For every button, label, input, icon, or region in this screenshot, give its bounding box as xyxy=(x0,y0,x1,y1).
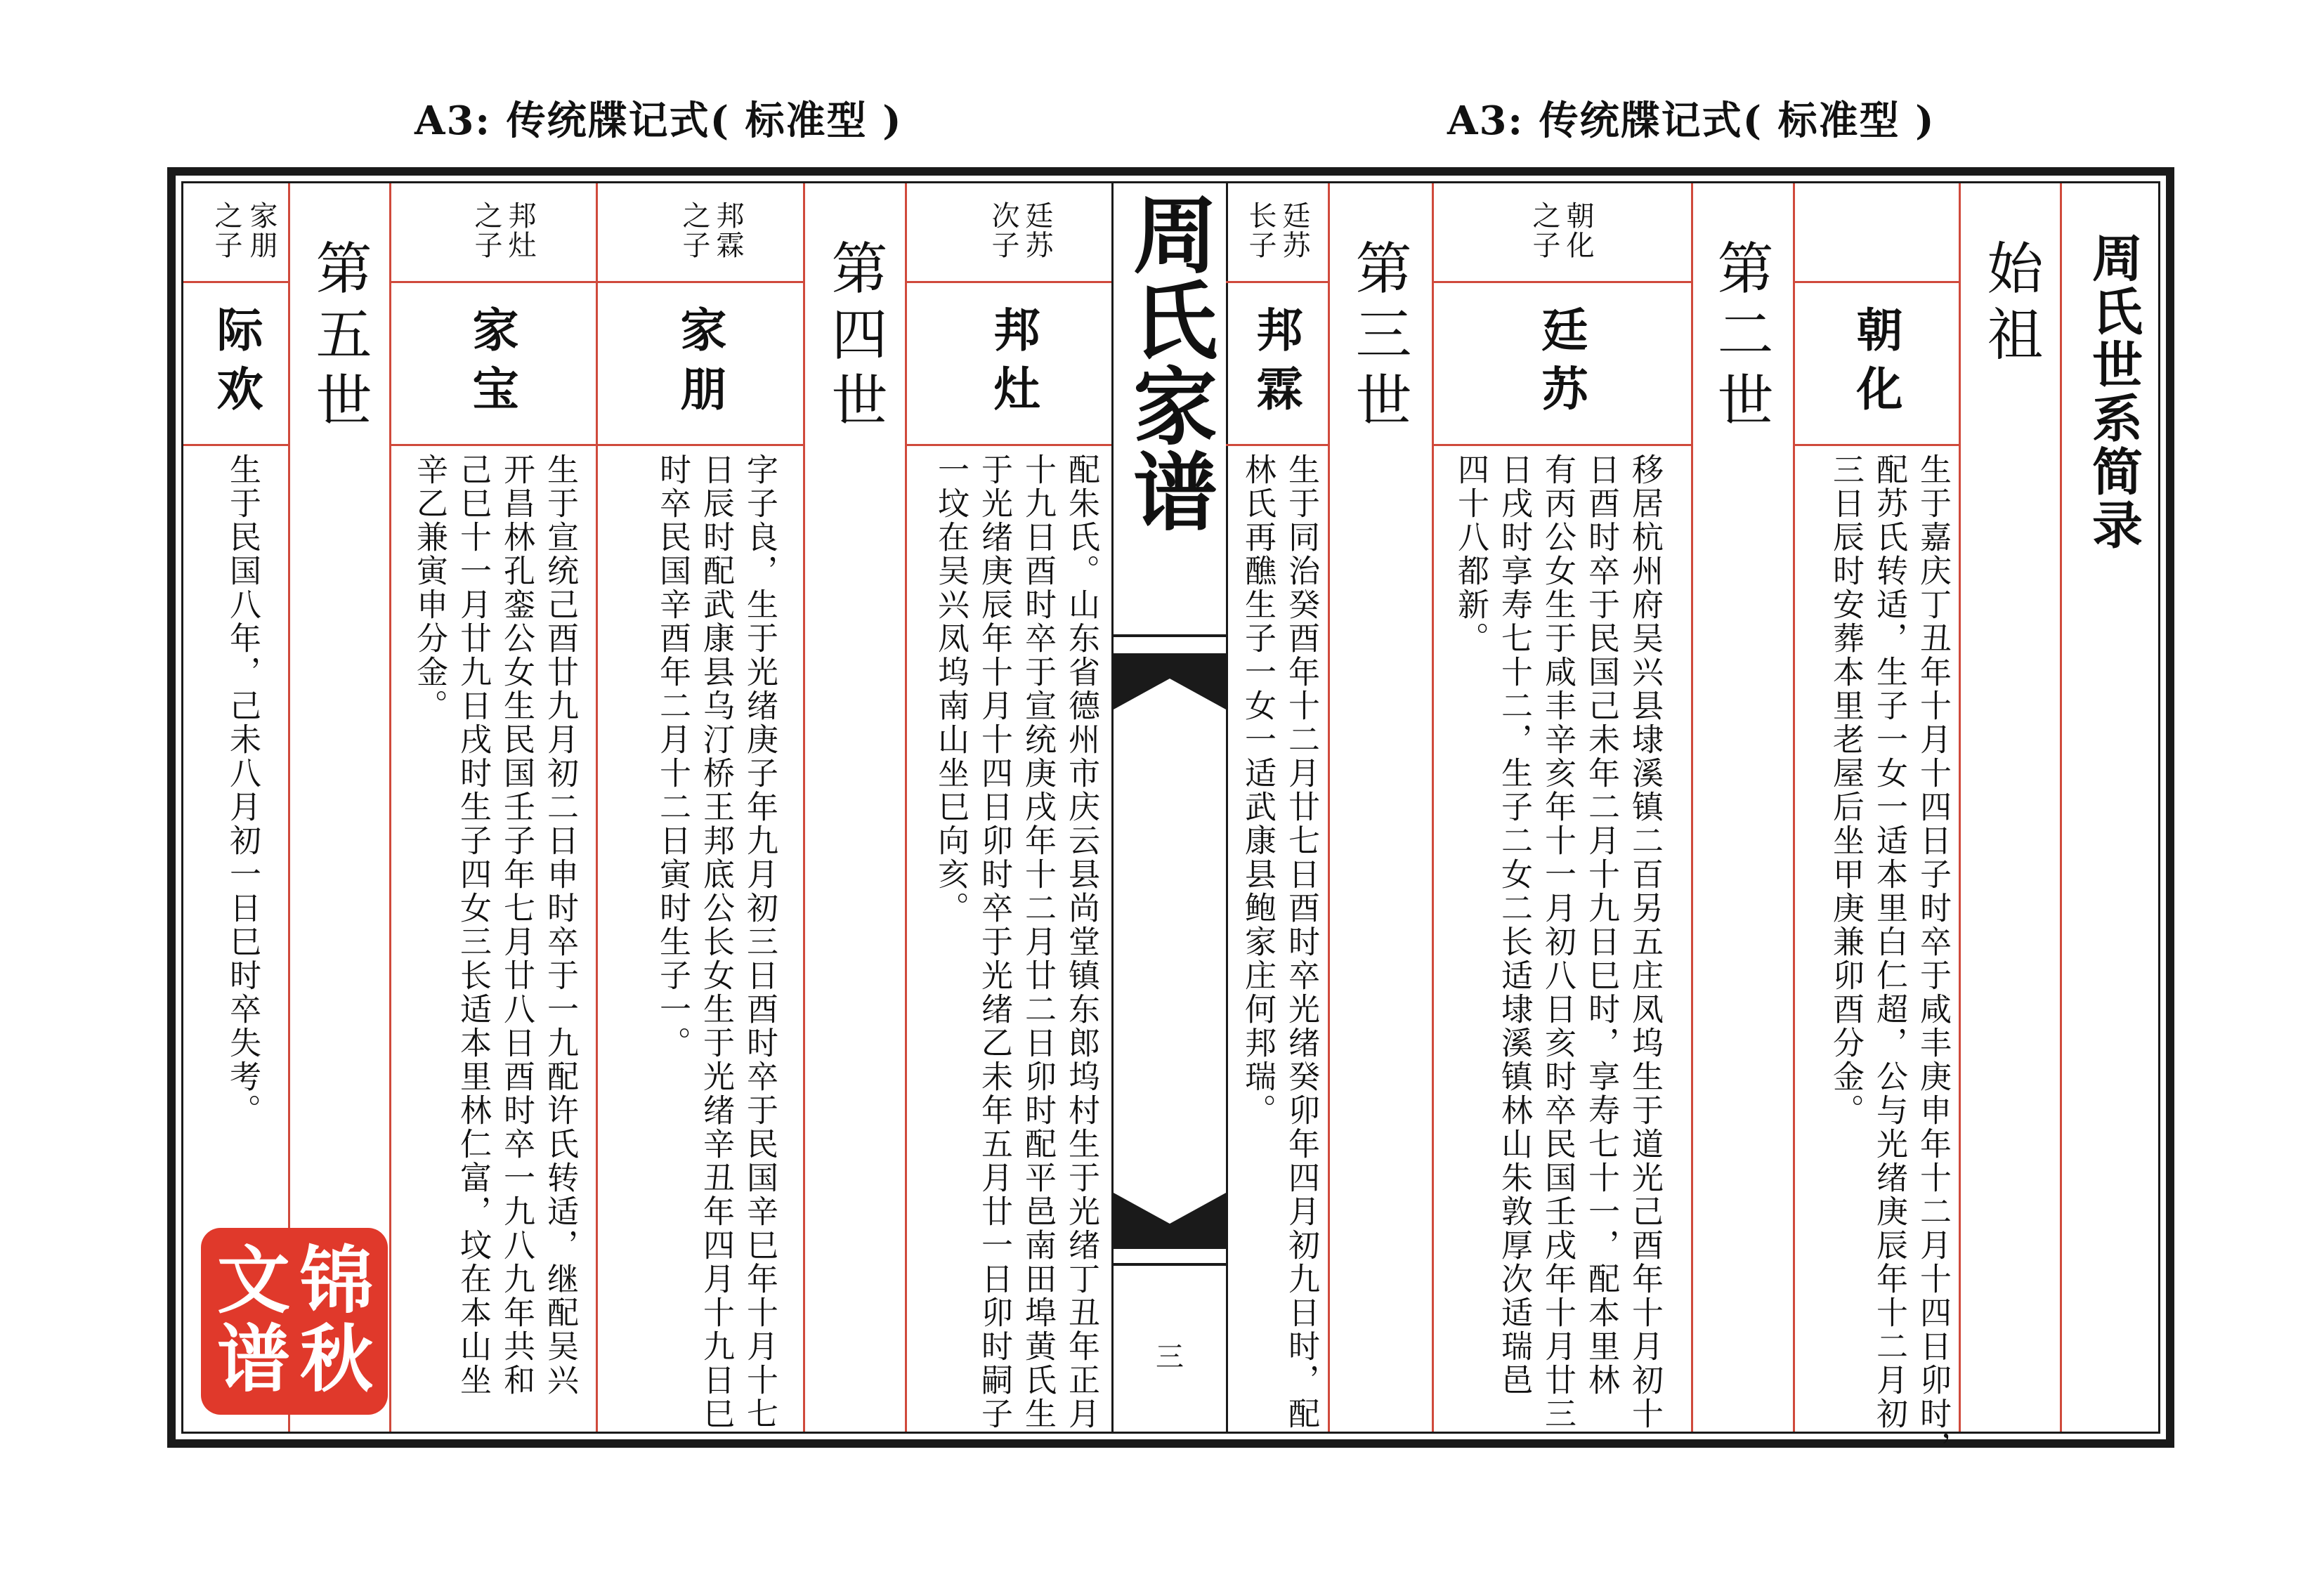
person-bio-line: 林氏再醮生子一女一适武康县鲍家庄何邦瑞。 xyxy=(1239,453,1277,1127)
row-rule xyxy=(1793,281,1959,283)
fishtail-bottom xyxy=(1114,1193,1226,1249)
person-bio-line: 生于同治癸酉年十二月廿七日酉时卒光绪癸卯年四月初九日时，配 xyxy=(1283,453,1320,1431)
fishtail-top xyxy=(1114,653,1226,709)
person-bio-line: 三日辰时安葬本里老屋后坐甲庚兼卯酉分金。 xyxy=(1827,453,1865,1127)
seal-char: 锦 xyxy=(299,1237,373,1323)
person-bio-line: 生于民国八年，己未八月初一日巳时卒失考。 xyxy=(224,453,261,1127)
center-rule-right xyxy=(1226,183,1228,1432)
person-bio-line: 日辰时配武康县乌汀桥王邦底公长女生于光绪辛丑年四月十九日巳 xyxy=(698,453,735,1431)
person-relation: 朝化 xyxy=(1562,201,1594,260)
row-rule xyxy=(1226,281,1328,283)
person-bio-line: 一坟在吴兴凤坞南山坐巳向亥。 xyxy=(932,453,970,925)
column-rule xyxy=(1959,183,1961,1432)
row-rule xyxy=(905,444,1111,446)
column-rule xyxy=(1432,183,1434,1432)
person-bio-line: 有丙公女生于咸丰辛亥年十一月初八日亥时卒民国壬戌年十月廿三 xyxy=(1539,453,1576,1431)
page-number: 三 xyxy=(1156,1341,1184,1373)
row-rule xyxy=(1226,444,1328,446)
person-relation: 长子 xyxy=(1244,201,1277,260)
generation-label-4: 第四世 xyxy=(822,239,887,437)
seal-char: 谱 xyxy=(216,1316,290,1402)
person-name: 朝化 xyxy=(1848,306,1903,424)
person-bio-line: 日酉时卒于民国己未年二月十九日巳时，享寿七十一，配本里林 xyxy=(1583,453,1620,1397)
generation-label-5: 第五世 xyxy=(306,239,372,437)
person-name: 邦霖 xyxy=(1248,306,1303,424)
person-bio-line: 配朱氏。山东省德州市庆云县尚堂镇东郎坞村生于光绪丁丑年正月 xyxy=(1063,453,1100,1431)
row-rule xyxy=(1432,281,1691,283)
column-rule xyxy=(905,183,907,1432)
person-name: 邦灶 xyxy=(986,306,1040,424)
column-rule xyxy=(596,183,598,1432)
center-band-bottom-rule xyxy=(1114,1263,1226,1266)
person-relation: 之子 xyxy=(210,201,242,260)
person-relation: 廷苏 xyxy=(1278,201,1310,260)
left-page-heading: A3: 传统牒记式( 标准型 ) xyxy=(414,98,903,144)
person-relation: 之子 xyxy=(678,201,710,260)
column-rule xyxy=(1793,183,1795,1432)
person-name: 家宝 xyxy=(464,306,519,424)
person-bio-line: 己巳十一月廿九日戌时生子四女三长适本里林仁富，坟在本山坐 xyxy=(455,453,492,1397)
center-band-top-rule xyxy=(1114,634,1226,637)
book-title: 周氏世系简录 xyxy=(2084,232,2143,552)
row-rule xyxy=(389,444,803,446)
person-bio-line: 日戌时享寿七十二，生子二女二长适埭溪镇林山朱敦厚次适瑞邑 xyxy=(1496,453,1533,1397)
person-bio-line: 配苏氏转适，生子一女一适本里白仁超，公与光绪庚辰年十二月初 xyxy=(1871,453,1908,1431)
person-name: 家朋 xyxy=(672,306,727,424)
column-rule xyxy=(803,183,805,1432)
seal-char: 秋 xyxy=(299,1316,373,1402)
person-bio-line: 字子良，生于光绪庚子年九月初三日酉时卒于民国辛巳年十月十七 xyxy=(741,453,778,1431)
person-relation: 家朋 xyxy=(245,201,278,260)
person-bio-line: 移居杭州府吴兴县埭溪镇二百另五庄凤坞生于道光己酉年十月初十 xyxy=(1626,453,1664,1431)
person-relation: 次子 xyxy=(987,201,1019,260)
person-bio-line: 辛乙兼寅申分金。 xyxy=(411,453,448,723)
row-rule xyxy=(183,281,288,283)
person-relation: 之子 xyxy=(470,201,502,260)
person-bio-line: 生于宣统己酉廿九月初二日申时卒于一九配许氏转适，继配吴兴 xyxy=(542,453,579,1397)
right-page-heading: A3: 传统牒记式( 标准型 ) xyxy=(1447,98,1935,144)
person-name: 际欢 xyxy=(209,306,263,424)
column-rule xyxy=(389,183,391,1432)
row-rule xyxy=(389,281,803,283)
column-rule xyxy=(2060,183,2062,1432)
person-bio-line: 生于嘉庆丁丑年十月十四日子时卒于咸丰庚申年十二月十四日卯时， xyxy=(1914,453,1952,1465)
person-name: 廷苏 xyxy=(1534,306,1588,424)
person-relation: 邦灶 xyxy=(504,201,536,260)
generation-label-2: 第二世 xyxy=(1708,239,1773,437)
generation-label-1: 始祖 xyxy=(1978,239,2043,371)
row-rule xyxy=(183,444,288,446)
genealogy-title: 周氏家谱 xyxy=(1119,191,1218,534)
person-bio-line: 四十八都新。 xyxy=(1452,453,1489,655)
generation-label-3: 第三世 xyxy=(1346,239,1411,437)
person-relation: 廷苏 xyxy=(1021,201,1053,260)
person-bio-line: 于光绪庚辰年十月十四日卯时卒于光绪乙未年五月廿一日卯时嗣子 xyxy=(976,453,1013,1431)
row-rule xyxy=(1432,444,1691,446)
seal-stamp xyxy=(202,1229,386,1413)
person-relation: 邦霖 xyxy=(712,201,744,260)
column-rule xyxy=(1691,183,1693,1432)
seal-char: 文 xyxy=(216,1237,290,1323)
row-rule xyxy=(1793,444,1959,446)
person-bio-line: 开昌林孔銮公女生民国壬子年七月廿八日酉时卒一九八九年共和 xyxy=(498,453,535,1397)
person-bio-line: 十九日酉时卒于宣统庚戌年十二月廿二日卯时配平邑南田埠黄氏生 xyxy=(1019,453,1057,1431)
column-rule xyxy=(1328,183,1330,1432)
person-relation: 之子 xyxy=(1528,201,1560,260)
person-bio-line: 时卒民国辛酉年二月十二日寅时生子一。 xyxy=(654,453,691,1060)
row-rule xyxy=(905,281,1111,283)
